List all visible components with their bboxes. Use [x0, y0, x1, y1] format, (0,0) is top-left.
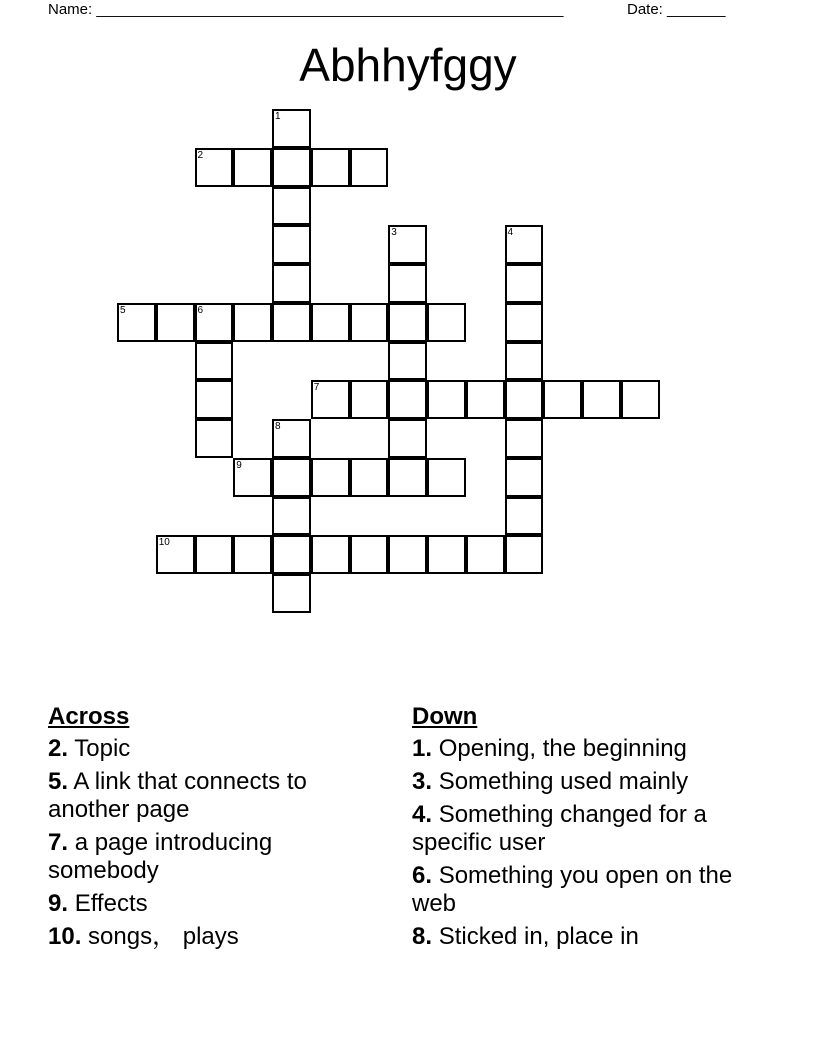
grid-cell[interactable]	[543, 380, 582, 419]
grid-cell[interactable]	[195, 419, 234, 458]
grid-cell[interactable]	[621, 380, 660, 419]
grid-cell[interactable]	[272, 535, 311, 574]
clue-down-4	[412, 801, 747, 857]
grid-cell[interactable]	[505, 342, 544, 381]
cell-number: 9	[236, 459, 242, 471]
grid-cell[interactable]	[505, 497, 544, 536]
clue-down-3	[412, 768, 747, 796]
clue-text: Effects	[74, 890, 148, 917]
grid-cell[interactable]	[427, 303, 466, 342]
grid-cell[interactable]	[427, 380, 466, 419]
grid-cell[interactable]	[505, 380, 544, 419]
grid-cell[interactable]	[156, 535, 195, 574]
clue-number: 2.	[48, 735, 69, 762]
grid-cell[interactable]	[311, 458, 350, 497]
grid-cell[interactable]	[195, 303, 234, 342]
grid-cell[interactable]	[233, 458, 272, 497]
cell-number: 1	[275, 111, 281, 122]
grid-cell[interactable]	[117, 303, 156, 342]
cell-number: 7	[313, 382, 320, 394]
grid-cell[interactable]	[388, 535, 427, 574]
cell-number: 8	[275, 421, 281, 432]
grid-cell[interactable]	[350, 380, 389, 419]
grid-cell[interactable]	[195, 535, 234, 574]
clue-across-2	[48, 735, 383, 763]
grid-cell[interactable]	[350, 148, 389, 187]
clue-number: 1.	[412, 735, 433, 762]
clue-across-10	[48, 923, 383, 951]
grid-cell[interactable]	[466, 380, 505, 419]
grid-cell[interactable]	[311, 148, 350, 187]
grid-cell[interactable]	[272, 148, 311, 187]
clue-text: Opening, the beginning	[438, 735, 687, 762]
name-field[interactable]: Name: ________________________________________________________	[48, 1, 564, 18]
grid-cell[interactable]	[388, 225, 427, 264]
grid-cell[interactable]	[505, 225, 544, 264]
cell-number: 3	[391, 227, 397, 239]
clue-number: 10.	[48, 923, 82, 950]
grid-cell[interactable]	[350, 535, 389, 574]
clue-text: Something used mainly	[438, 768, 689, 795]
cell-number: 4	[507, 227, 514, 239]
grid-cell[interactable]	[272, 109, 311, 148]
clue-text: Something changed for a specific user	[412, 801, 707, 856]
across-clues	[48, 703, 383, 956]
clue-across-9	[48, 890, 383, 918]
clue-number: 9.	[48, 890, 69, 917]
grid-cell[interactable]	[505, 458, 544, 497]
cell-number: 6	[197, 304, 204, 316]
grid-cell[interactable]	[272, 419, 311, 458]
clue-text: a page introducing somebody	[48, 829, 273, 884]
grid-cell[interactable]	[466, 535, 505, 574]
grid-cell[interactable]	[505, 303, 544, 342]
clue-down-1	[412, 735, 747, 763]
down-clues	[412, 703, 747, 956]
grid-cell[interactable]	[311, 303, 350, 342]
grid-cell[interactable]	[233, 535, 272, 574]
cell-number: 2	[197, 149, 204, 161]
cell-number: 5	[120, 304, 126, 316]
grid-cell[interactable]	[311, 535, 350, 574]
clue-text: Something you open on the web	[412, 862, 733, 917]
clue-number: 3.	[412, 768, 433, 795]
clue-across-7	[48, 829, 383, 885]
grid-cell[interactable]	[350, 458, 389, 497]
grid-cell[interactable]	[272, 497, 311, 536]
grid-cell[interactable]	[272, 574, 311, 613]
clue-down-6	[412, 862, 747, 918]
grid-cell[interactable]	[388, 264, 427, 303]
grid-cell[interactable]	[272, 187, 311, 226]
clue-text: Sticked in, place in	[438, 923, 639, 950]
clue-text: songs， plays	[88, 923, 239, 950]
cell-number: 10	[158, 537, 170, 549]
grid-cell[interactable]	[195, 342, 234, 381]
grid-cell[interactable]	[505, 535, 544, 574]
grid-cell[interactable]	[388, 342, 427, 381]
grid-cell[interactable]	[195, 148, 234, 187]
clue-number: 4.	[412, 801, 433, 828]
grid-cell[interactable]	[272, 458, 311, 497]
clue-number: 8.	[412, 923, 433, 950]
grid-cell[interactable]	[427, 458, 466, 497]
clue-text: A link that connects to another page	[48, 768, 307, 823]
grid-cell[interactable]	[388, 380, 427, 419]
clue-text: Topic	[74, 735, 131, 762]
grid-cell[interactable]	[272, 303, 311, 342]
grid-cell[interactable]	[350, 303, 389, 342]
grid-cell[interactable]	[233, 303, 272, 342]
grid-cell[interactable]	[233, 148, 272, 187]
down-heading: Down	[412, 703, 478, 730]
grid-cell[interactable]	[582, 380, 621, 419]
clue-number: 6.	[412, 862, 433, 889]
grid-cell[interactable]	[195, 380, 234, 419]
grid-cell[interactable]	[156, 303, 195, 342]
grid-cell[interactable]	[388, 458, 427, 497]
grid-cell[interactable]	[272, 264, 311, 303]
clue-number: 7.	[48, 829, 69, 856]
puzzle-title: Abhhyfggy	[299, 39, 517, 91]
clue-across-5	[48, 768, 383, 824]
grid-cell[interactable]	[505, 264, 544, 303]
grid-cell[interactable]	[388, 303, 427, 342]
clue-number: 5.	[48, 768, 69, 795]
grid-cell[interactable]	[272, 225, 311, 264]
grid-cell[interactable]	[427, 535, 466, 574]
grid-cell[interactable]	[505, 419, 544, 458]
clue-down-8	[412, 923, 747, 951]
grid-cell[interactable]	[311, 380, 350, 419]
across-heading: Across	[48, 703, 130, 730]
grid-cell[interactable]	[388, 419, 427, 458]
date-field[interactable]: Date: _______	[627, 1, 726, 18]
